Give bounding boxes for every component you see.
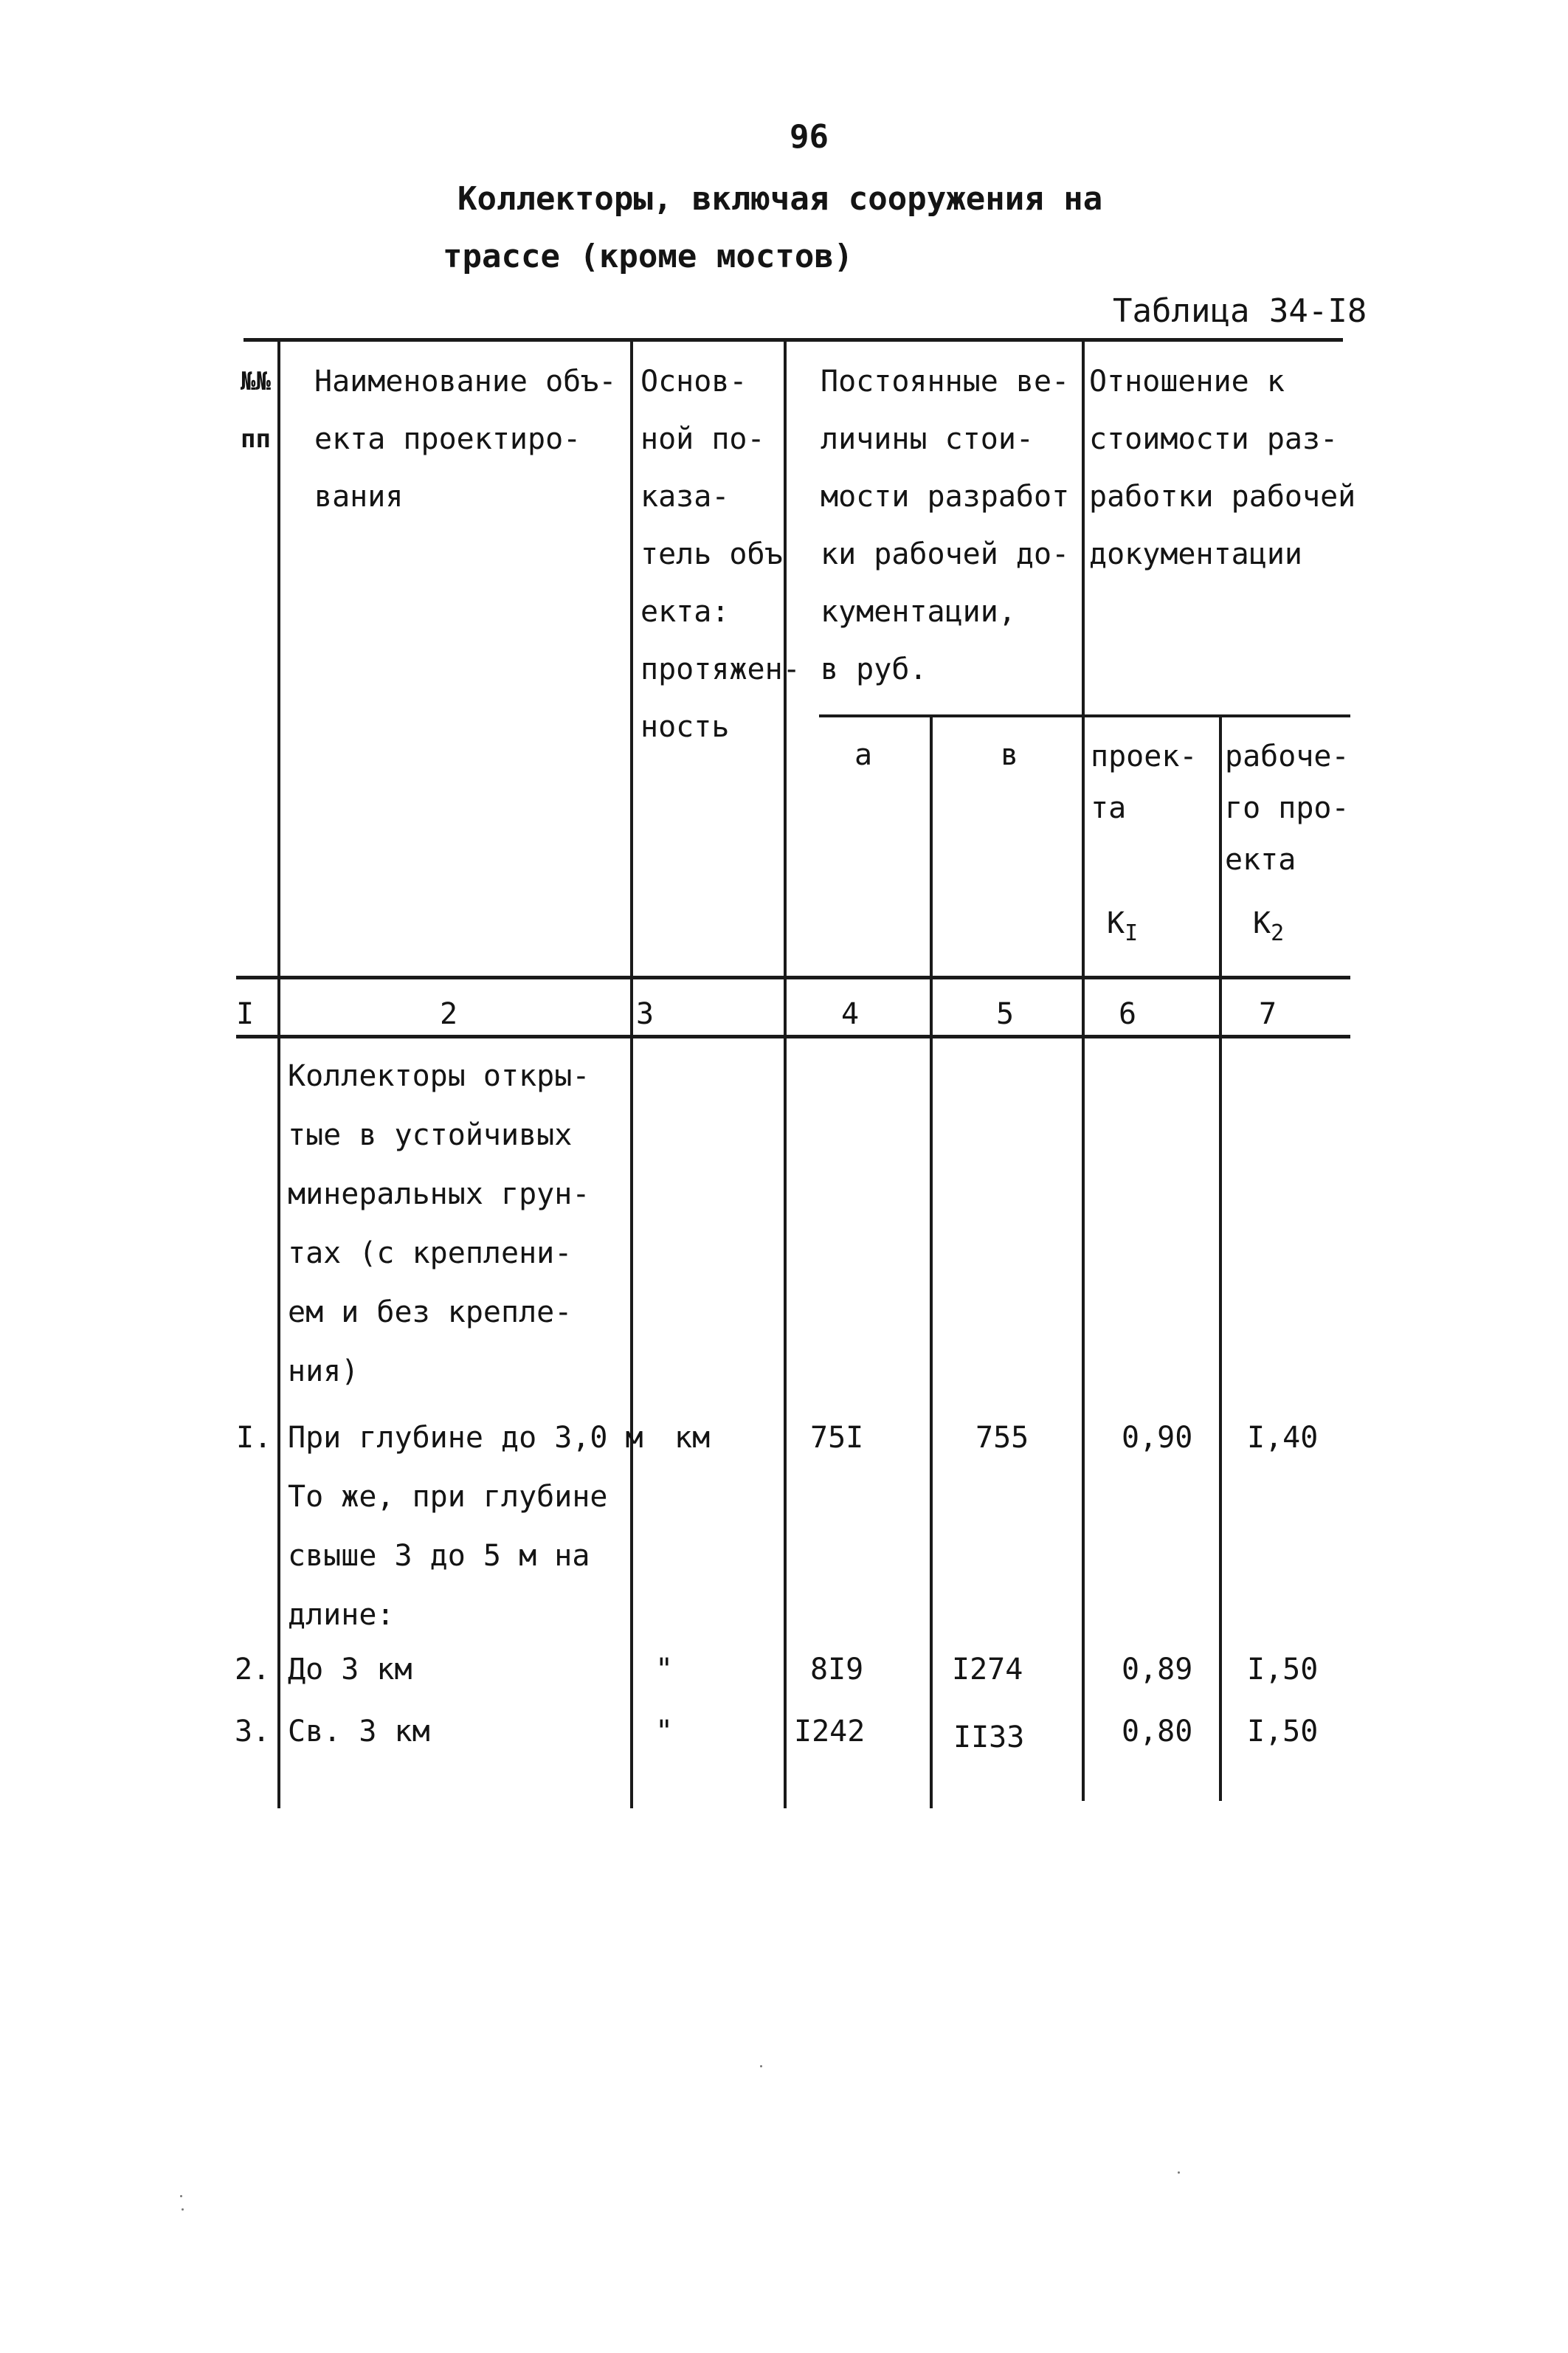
- header-num: [241, 353, 271, 468]
- header-constants: [821, 353, 1069, 698]
- page-number: 96: [790, 118, 829, 156]
- row-value-a: 75I: [810, 1421, 864, 1455]
- header-indicator-line: протяжен-: [640, 652, 801, 686]
- header-ratio-line: документации: [1089, 537, 1302, 571]
- header-indicator: [640, 353, 801, 756]
- row-k2: I,50: [1247, 1715, 1319, 1749]
- header-num-line1: №№: [241, 367, 271, 396]
- section-title-line: тые в устойчивых: [288, 1118, 573, 1152]
- section-title-line: минеральных грун-: [288, 1177, 590, 1211]
- scan-speck: [760, 2065, 762, 2067]
- header-indicator-line: Основ-: [640, 365, 747, 399]
- k2-letter: К: [1253, 906, 1271, 940]
- row-value-b: II33: [953, 1720, 1025, 1754]
- row-k1: 0,89: [1122, 1653, 1193, 1687]
- header-constants-line: ки рабочей до-: [821, 537, 1070, 571]
- subsection-line: То же, при глубине: [288, 1480, 608, 1514]
- column-number: 6: [1119, 997, 1137, 1031]
- row-k2: I,50: [1247, 1653, 1319, 1687]
- row-name: При глубине до 3,0 м: [288, 1421, 643, 1455]
- k1-subscript: I: [1125, 920, 1139, 946]
- scan-speck: [182, 2208, 184, 2211]
- header-ratio-line: Отношение к: [1089, 365, 1285, 399]
- section-title: [288, 1047, 590, 1401]
- k1-label: [1107, 895, 1138, 962]
- k2-label: [1253, 895, 1284, 962]
- header-ratio-line: стоимости раз-: [1089, 422, 1339, 456]
- row-unit: км: [674, 1421, 711, 1455]
- column-number: 7: [1259, 997, 1277, 1031]
- row-name: Св. 3 км: [288, 1715, 430, 1749]
- col-divider-1: [277, 340, 280, 1808]
- subheader-project: [1091, 731, 1198, 834]
- subheader-b: в: [1001, 738, 1019, 772]
- row-number: I.: [236, 1421, 272, 1455]
- subsection-line: длине:: [288, 1598, 395, 1632]
- subsection-title: [288, 1467, 607, 1644]
- header-name-line: вания: [314, 480, 404, 514]
- header-constants-line: Постоянные ве-: [821, 365, 1070, 399]
- subheader-project-line: проек-: [1091, 740, 1198, 774]
- header-constants-line: мости разработ: [821, 480, 1070, 514]
- header-num-line2: пп: [241, 424, 271, 454]
- subheader-work-line: го про-: [1225, 791, 1350, 825]
- row-number: 3.: [235, 1715, 271, 1749]
- header-indicator-line: тель объ: [640, 537, 783, 571]
- header-indicator-line: каза-: [640, 480, 730, 514]
- row-value-a: I242: [794, 1715, 866, 1749]
- header-indicator-line: екта:: [640, 595, 730, 629]
- subheader-rule: [819, 714, 1350, 717]
- subheader-work-line: рабоче-: [1225, 740, 1350, 774]
- header-constants-line: кументации,: [821, 595, 1016, 629]
- header-name-line: екта проектиро-: [314, 422, 581, 456]
- header-bottom-rule: [236, 976, 1350, 979]
- row-name: До 3 км: [288, 1653, 412, 1687]
- column-number-rule: [236, 1035, 1350, 1038]
- subheader-project-line: та: [1091, 791, 1127, 825]
- k1-letter: К: [1107, 906, 1125, 940]
- table-top-rule: [244, 338, 1343, 342]
- row-unit: ": [655, 1715, 674, 1749]
- header-ratio-line: работки рабочей: [1089, 480, 1356, 514]
- row-k2: I,40: [1247, 1421, 1319, 1455]
- subheader-work-line: екта: [1225, 843, 1296, 877]
- header-constants-line: в руб.: [821, 652, 928, 686]
- header-name: [314, 353, 616, 526]
- header-indicator-line: ной по-: [640, 422, 765, 456]
- section-title-line: тах (с креплени-: [288, 1236, 573, 1270]
- row-unit: ": [655, 1653, 674, 1687]
- table-label: Таблица 34-I8: [1113, 292, 1367, 330]
- column-number: 2: [440, 997, 458, 1031]
- column-number: 5: [996, 997, 1015, 1031]
- header-indicator-line: ность: [640, 710, 730, 744]
- section-title-line: ем и без крепле-: [288, 1295, 573, 1329]
- subsection-line: свыше 3 до 5 м на: [288, 1539, 590, 1573]
- scan-speck: [1178, 2171, 1180, 2174]
- col-divider-6: [1219, 716, 1222, 1801]
- k2-subscript: 2: [1271, 920, 1285, 946]
- page-title-continued: трассе (кроме мостов): [443, 238, 854, 275]
- row-value-b: 755: [975, 1421, 1029, 1455]
- subheader-work: [1225, 731, 1350, 886]
- subheader-a: а: [854, 738, 873, 772]
- section-title-line: ния): [288, 1354, 359, 1388]
- page-title: Коллекторы, включая сооружения на: [457, 180, 1103, 218]
- row-k1: 0,80: [1122, 1715, 1193, 1749]
- column-number: I: [236, 997, 255, 1031]
- col-divider-4: [930, 716, 933, 1808]
- col-divider-2: [630, 340, 633, 1808]
- row-value-b: I274: [952, 1653, 1023, 1687]
- section-title-line: Коллекторы откры-: [288, 1059, 590, 1093]
- scan-speck: [180, 2195, 182, 2197]
- row-number: 2.: [235, 1653, 271, 1687]
- header-constants-line: личины стои-: [821, 422, 1034, 456]
- header-name-line: Наименование объ-: [314, 365, 617, 399]
- row-k1: 0,90: [1122, 1421, 1193, 1455]
- column-number: 3: [636, 997, 655, 1031]
- header-ratio: [1089, 353, 1355, 583]
- row-value-a: 8I9: [810, 1653, 864, 1687]
- col-divider-5: [1082, 340, 1085, 1801]
- column-number: 4: [841, 997, 860, 1031]
